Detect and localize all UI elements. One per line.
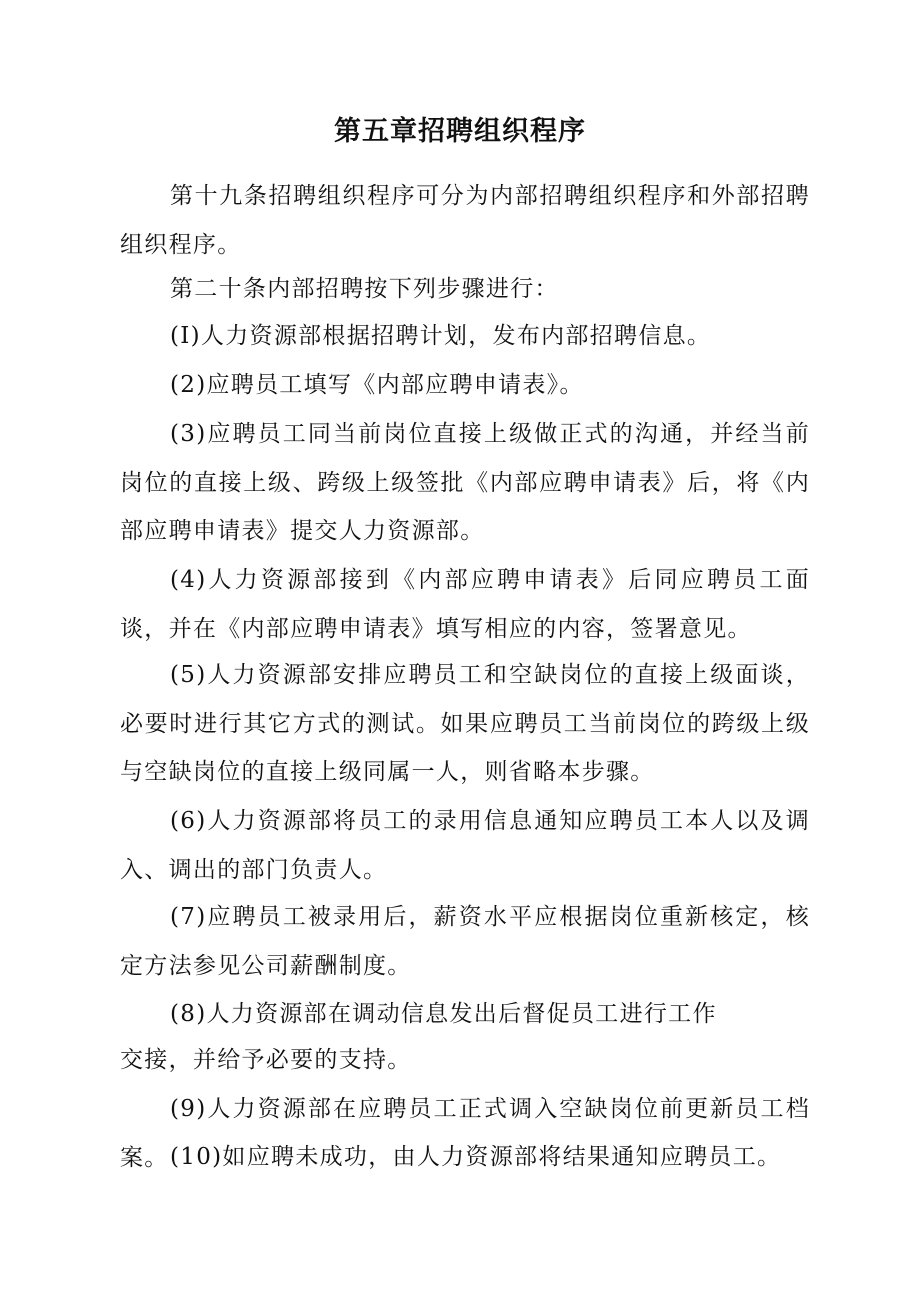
paragraph-article-20: 第二十条内部招聘按下列步骤进行： <box>170 276 559 302</box>
paragraph-step-2: (2)应聘员工填写《内部应聘申请表》。 <box>170 372 584 398</box>
paragraph-step-3: (3)应聘员工同当前岗位直接上级做正式的沟通，并经当前岗位的直接上级、跨级上级签批《内部应聘申请表》后，将《内部应聘申请表》提交人力资源部。 <box>120 421 810 544</box>
paragraph-step-9: (9)人力资源部在应聘员工正式调入空缺岗位前更新员工档案。 <box>120 1096 810 1171</box>
paragraph-step-5: (5)人力资源部安排应聘员工和空缺岗位的直接上级面谈，必要时进行其它方式的测试。如果应聘员工当前岗位的跨级上级与空缺岗位的直接上级同属一人，则省略本步骤。 <box>120 662 810 785</box>
paragraph-step-6: (6)人力资源部将员工的录用信息通知应聘员工本人以及调入、调出的部门负责人。 <box>120 808 810 883</box>
chapter-title: 第五章招聘组织程序 <box>334 116 586 147</box>
paragraph-step-8-continued: 交接，并给予必要的支持。 <box>120 1047 412 1073</box>
paragraph-step-8: (8)人力资源部在调动信息发出后督促员工进行工作 <box>170 1001 717 1027</box>
paragraph-step-4: (4)人力资源部接到《内部应聘申请表》后同应聘员工面谈，并在《内部应聘申请表》填写相应的内容，签署意见。 <box>120 567 810 642</box>
paragraph-article-19: 第十九条招聘组织程序可分为内部招聘组织程序和外部招聘组织程序。 <box>120 183 810 258</box>
paragraph-step-10: (10)如应聘未成功，由人力资源部将结果通知应聘员工。 <box>170 1144 782 1170</box>
paragraph-step-1: (I)人力资源部根据招聘计划，发布内部招聘信息。 <box>170 323 712 349</box>
paragraph-step-7: (7)应聘员工被录用后，薪资水平应根据岗位重新核定，核定方法参见公司薪酬制度。 <box>120 904 810 979</box>
